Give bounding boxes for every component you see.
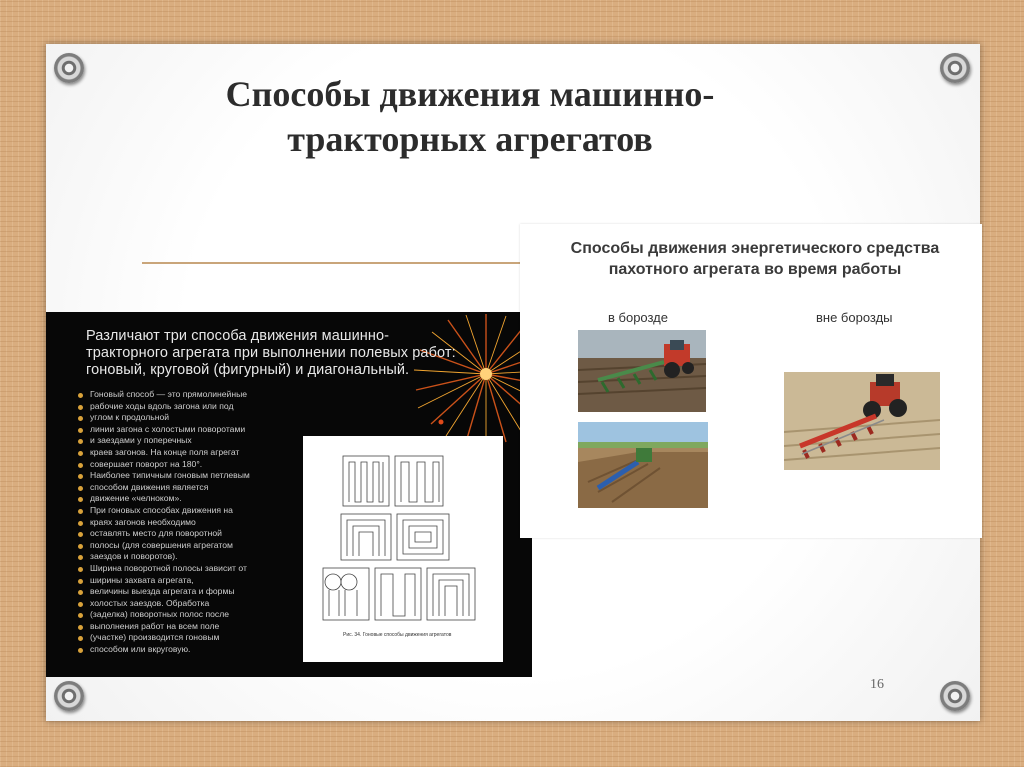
tractor-in-furrow-photo-2 [578,422,708,508]
movement-scheme-figure [303,436,503,662]
grommet-bottom-right-icon [940,681,970,711]
list-item: линии загона с холостыми поворотами [76,424,316,436]
list-item: краях загонов необходимо [76,517,316,529]
plowing-methods-heading: Способы движения энергетического средства пахотного агрегата во время работы [570,240,940,278]
methods-bullet-list [76,389,316,656]
list-item: способом движения является [76,482,316,494]
list-item: краев загонов. На конце поля агрегат [76,447,316,459]
list-item: холостых заездов. Обработка [76,598,316,610]
list-item: движение «челноком». [76,493,316,505]
tractor-in-furrow-photo-1 [578,330,706,412]
list-item: совершает поворот на 180°. [76,459,316,471]
list-item: величины выезда агрегата и формы [76,586,316,598]
list-item: заездов и поворотов). [76,551,316,563]
list-item: Ширина поворотной полосы зависит от [76,563,316,575]
list-item: (участке) производится гоновым [76,632,316,644]
list-item: способом или вкруговую. [76,644,316,656]
grommet-top-right-icon [940,53,970,83]
grommet-top-left-icon [54,53,84,83]
movement-scheme-diagram [303,436,503,628]
list-item: полосы (для совершения агрегатом [76,540,316,552]
list-item: оставлять место для поворотной [76,528,316,540]
plowing-methods-panel [520,224,982,538]
list-item: выполнения работ на всем поле [76,621,316,633]
list-item: и заездами у поперечных [76,435,316,447]
page-number: 16 [870,677,884,692]
out-of-furrow-label: вне борозды [816,310,893,325]
list-item: углом к продольной [76,412,316,424]
list-item: Наиболее типичным гоновым петлевым [76,470,316,482]
list-item: ширины захвата агрегата, [76,575,316,587]
methods-heading: Различают три способа движения машинно-тракторного агрегата при выполнении полевых работ: гоновый, круговой (фигурный) и диагональный. [86,328,456,378]
list-item: Гоновый способ — это прямолинейные [76,389,316,401]
list-item: рабочие ходы вдоль загона или под [76,401,316,413]
figure-caption: Рис. 34. Гоновые способы движения агрегатов [343,632,452,638]
list-item: При гоновых способах движения на [76,505,316,517]
grommet-bottom-left-icon [54,681,84,711]
title-underline [142,262,522,264]
in-furrow-label: в борозде [608,310,668,325]
list-item: (заделка) поворотных полос после [76,609,316,621]
tractor-out-of-furrow-photo [784,372,940,470]
slide-title: Способы движения машинно-тракторных агрегатов [225,74,715,159]
